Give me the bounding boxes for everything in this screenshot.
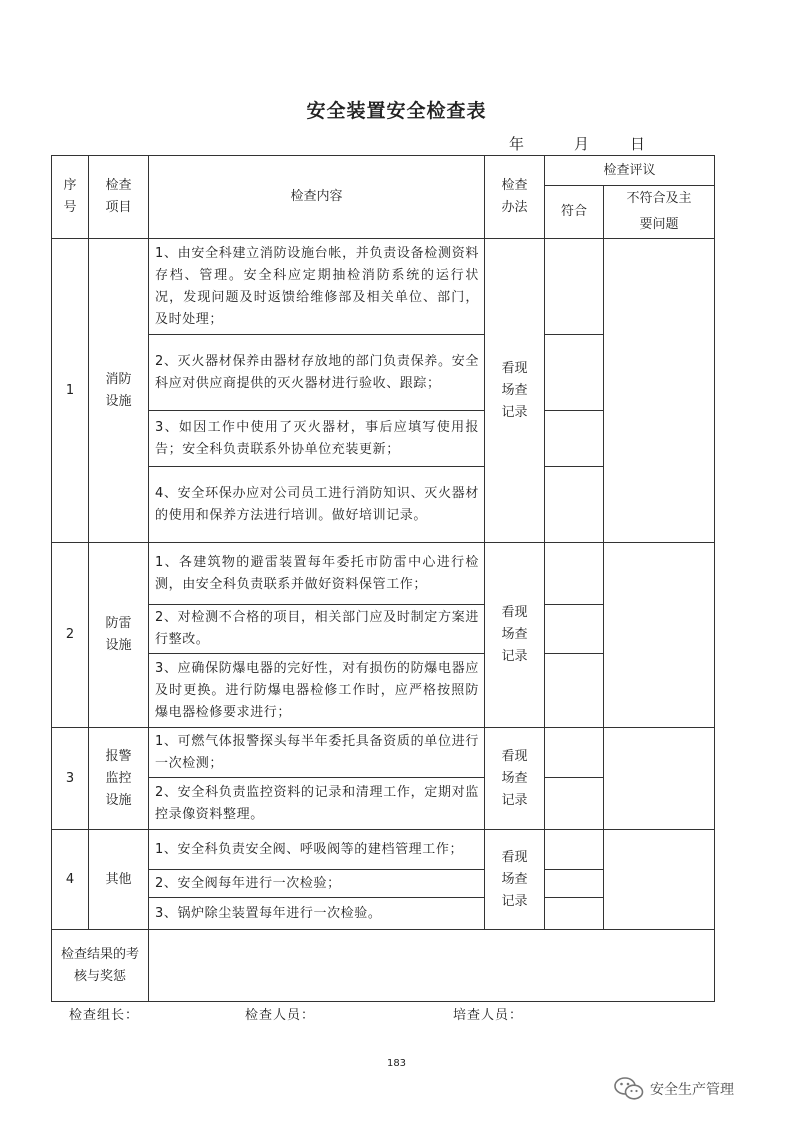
- signature-inspector: 检查人员：: [245, 1008, 316, 1023]
- date-year: 年: [509, 135, 525, 153]
- check-item: 2、安全科负责监控资料的记录和清理工作，定期对监控录像资料整理。: [149, 778, 485, 830]
- table-row: [52, 543, 715, 605]
- check-item: 4、安全环保办应对公司员工进行消防知识、灭火器材的使用和保养方法进行培训。做好培训记录。: [149, 467, 485, 543]
- result-cell[interactable]: [149, 930, 715, 1002]
- fail-cell[interactable]: [604, 830, 715, 930]
- header-method: 检查办法: [485, 156, 545, 239]
- date-day: 日: [630, 135, 646, 153]
- check-item: 1、各建筑物的避雷装置每年委托市防雷中心进行检测，由安全科负责联系并做好资料保管工作；: [149, 543, 485, 605]
- page-number: 183: [386, 1058, 407, 1069]
- pass-cell[interactable]: [545, 778, 604, 830]
- section-no: 2: [52, 543, 89, 728]
- fail-cell[interactable]: [604, 543, 715, 728]
- check-item: 3、锅炉除尘装置每年进行一次检验。: [149, 898, 485, 930]
- watermark: [614, 1075, 734, 1103]
- header-item: 检查项目: [89, 156, 149, 239]
- pass-cell[interactable]: [545, 543, 604, 605]
- check-item: 2、安全阀每年进行一次检验；: [149, 870, 485, 898]
- check-item: 1、安全科负责安全阀、呼吸阀等的建档管理工作；: [149, 830, 485, 870]
- pass-cell[interactable]: [545, 830, 604, 870]
- section-no: 3: [52, 728, 89, 830]
- fail-cell[interactable]: [604, 728, 715, 830]
- header-fail: 不符合及主要问题: [604, 186, 715, 239]
- watermark-text: 安全生产管理: [650, 1082, 734, 1098]
- pass-cell[interactable]: [545, 898, 604, 930]
- section-method: 看现场查记录: [485, 728, 545, 830]
- section-method: 看现场查记录: [485, 239, 545, 543]
- pass-cell[interactable]: [545, 411, 604, 467]
- table-row: [52, 728, 715, 778]
- table-row: [52, 239, 715, 335]
- signature-leader: 检查组长：: [69, 1008, 140, 1023]
- inspection-table: [51, 155, 715, 1002]
- date-line: [0, 133, 793, 155]
- result-row: [52, 930, 715, 1002]
- check-item: 2、灭火器材保养由器材存放地的部门负责保养。安全科应对供应商提供的灭火器材进行验收、跟踪；: [149, 335, 485, 411]
- section-name: 其他: [89, 830, 149, 930]
- pass-cell[interactable]: [545, 870, 604, 898]
- check-item: 2、对检测不合格的项目，相关部门应及时制定方案进行整改。: [149, 605, 485, 654]
- section-name: 消防设施: [89, 239, 149, 543]
- section-name: 报警监控设施: [89, 728, 149, 830]
- signature-accompany: 培查人员：: [453, 1008, 524, 1023]
- check-item: 3、应确保防爆电器的完好性，对有损伤的防爆电器应及时更换。进行防爆电器检修工作时，应严格按照防爆电器检修要求进行；: [149, 654, 485, 728]
- page-title: 安全装置安全检查表: [306, 100, 487, 122]
- check-item: 1、可燃气体报警探头每半年委托具备资质的单位进行一次检测；: [149, 728, 485, 778]
- section-no: 1: [52, 239, 89, 543]
- pass-cell[interactable]: [545, 728, 604, 778]
- pass-cell[interactable]: [545, 239, 604, 335]
- date-month: 月: [574, 135, 590, 153]
- header-pass: 符合: [545, 186, 604, 239]
- pass-cell[interactable]: [545, 605, 604, 654]
- section-method: 看现场查记录: [485, 830, 545, 930]
- header-content: 检查内容: [149, 156, 485, 239]
- result-label: 检查结果的考核与奖惩: [52, 930, 149, 1002]
- check-item: 3、如因工作中使用了灭火器材，事后应填写使用报告；安全科负责联系外协单位充装更新；: [149, 411, 485, 467]
- fail-cell[interactable]: [604, 239, 715, 543]
- check-item: 1、由安全科建立消防设施台帐，并负责设备检测资料存档、管理。安全科应定期抽检消防系统的运行状况，发现问题及时返馈给维修部及相关单位、部门，及时处理；: [149, 239, 485, 335]
- section-name: 防雷设施: [89, 543, 149, 728]
- pass-cell[interactable]: [545, 654, 604, 728]
- header-row: [52, 156, 715, 186]
- section-method: 看现场查记录: [485, 543, 545, 728]
- table-row: [52, 830, 715, 870]
- header-eval: 检查评议: [545, 156, 715, 186]
- wechat-icon: [614, 1076, 644, 1102]
- header-no: 序号: [52, 156, 89, 239]
- section-no: 4: [52, 830, 89, 930]
- pass-cell[interactable]: [545, 335, 604, 411]
- pass-cell[interactable]: [545, 467, 604, 543]
